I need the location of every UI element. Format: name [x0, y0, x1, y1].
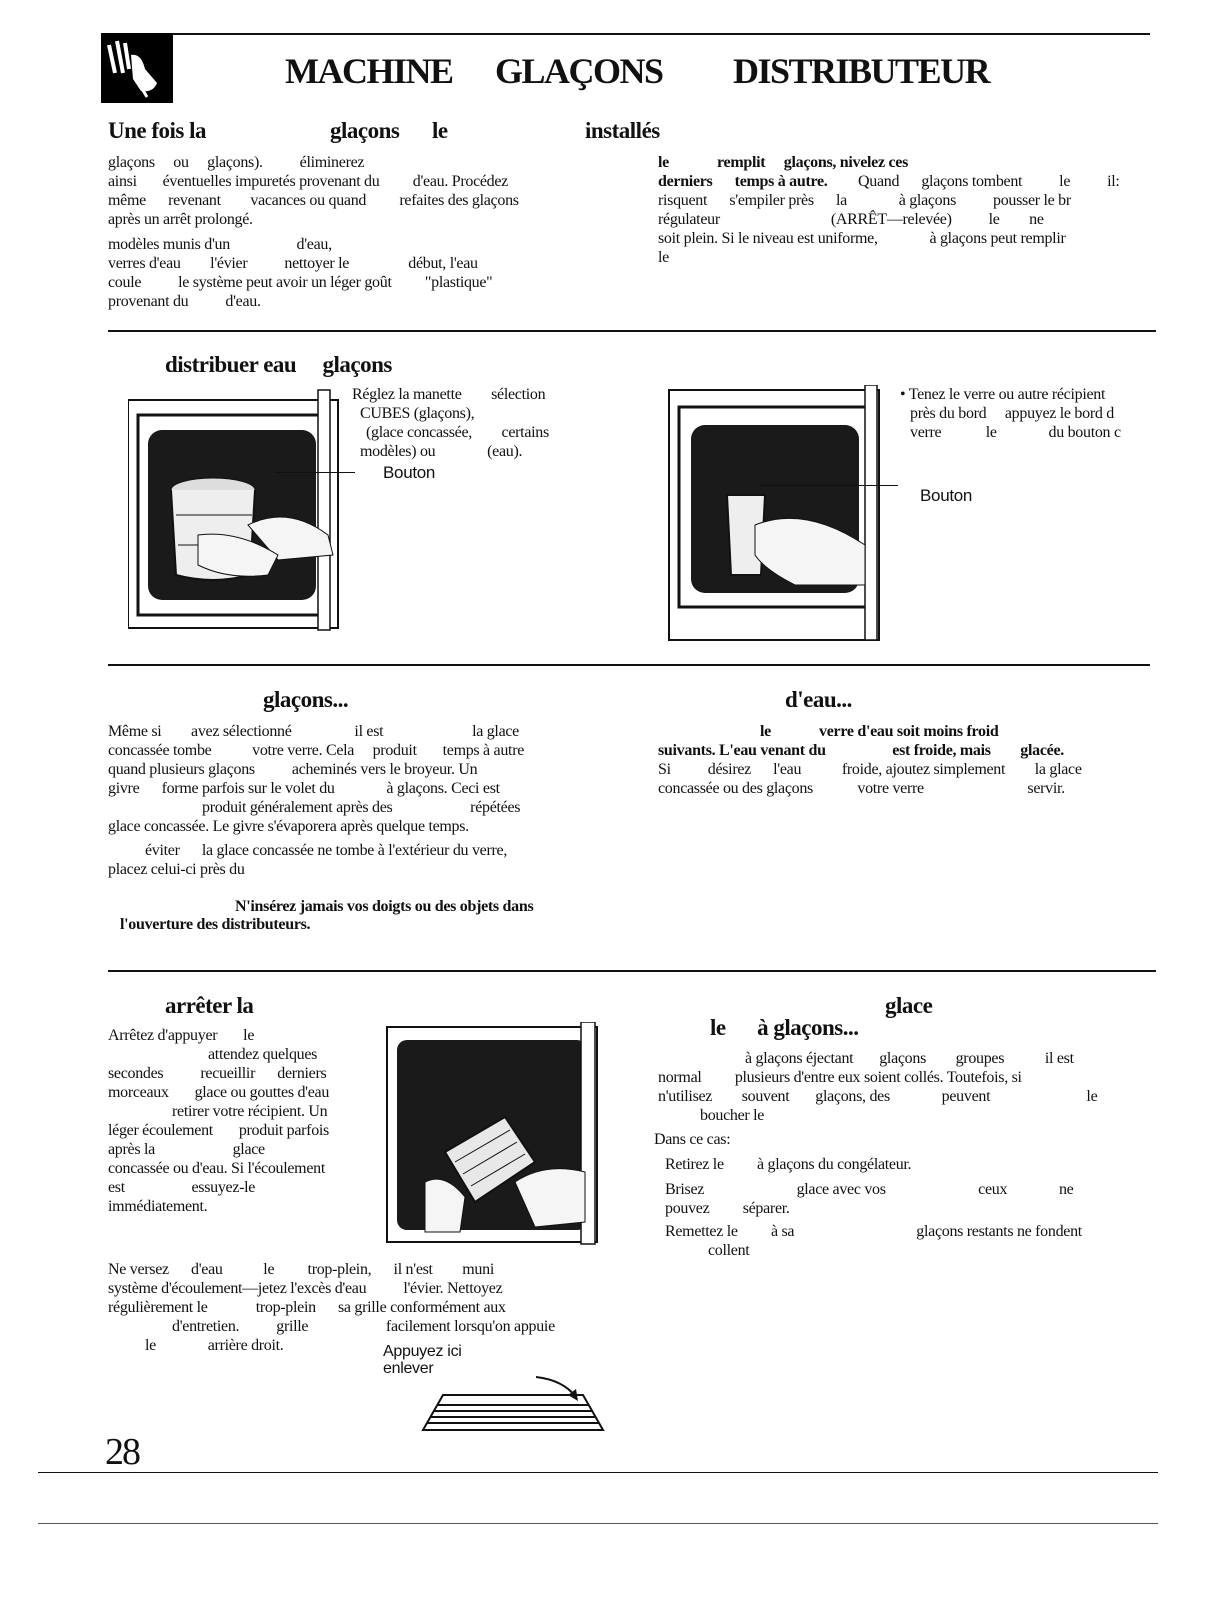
intro-left-line: ainsi éventuelles impuretés provenant du d'eau. Procédez	[108, 173, 508, 190]
stuck-heading-2: le à glaçons...	[710, 1015, 859, 1040]
ice-line: quand plusieurs glaçons acheminés vers le broyeur. Un	[108, 761, 478, 778]
stuck-line: normal plusieurs d'entre eux soient collés. Toutefois, si	[658, 1069, 1022, 1086]
stop-heading: arrêter la	[165, 993, 254, 1018]
intro-left-line: glaçons ou glaçons). éliminerez	[108, 154, 365, 171]
ice-line: placez celui-ci près du	[108, 861, 245, 878]
intro-left-line: modèles munis d'un d'eau,	[108, 236, 332, 253]
page-number: 28	[105, 1431, 139, 1473]
right-callout-line	[760, 485, 898, 486]
intro-left-line: coule le système peut avoir un léger goût "plastique"	[108, 274, 493, 291]
ice-line: glace concassée. Le givre s'évaporera après quelque temps.	[108, 818, 469, 835]
water-line: Si désirez l'eau froide, ajoutez simplement la glace	[658, 761, 1082, 778]
dispense-right-line: • Tenez le verre ou autre récipient	[900, 386, 1106, 403]
stop-bottom-line: le arrière droit.	[145, 1337, 284, 1354]
dispense-right-line: près du bord appuyez le bord d	[910, 405, 1114, 422]
stop-line: est essuyez-le	[108, 1179, 256, 1196]
dispense-left-line: CUBES (glaçons),	[360, 405, 475, 422]
ice-line: éviter la glace concassée ne tombe à l'extérieur du verre,	[145, 842, 508, 859]
intro-right-line: le	[658, 249, 669, 266]
stop-bottom-line: régulièrement le trop-plein sa grille conformément aux	[108, 1299, 506, 1316]
dispense-heading: distribuer eau glaçons	[165, 352, 392, 377]
water-line: le verre d'eau soit moins froid	[760, 723, 999, 740]
dispense-left-line: (glace concassée, certains	[366, 424, 549, 441]
water-line: suivants. L'eau venant du est froide, mais glacée.	[658, 742, 1064, 759]
stop-line: morceaux glace ou gouttes d'eau	[108, 1084, 330, 1101]
intro-right-line: Quand glaçons tombent le il:	[858, 173, 1120, 190]
water-line: concassée ou des glaçons votre verre servir.	[658, 780, 1065, 797]
page-title-1: MACHINE	[285, 51, 453, 91]
drip-tray-illustration	[385, 1022, 605, 1247]
intro-right-line: derniers temps à autre.	[658, 173, 828, 190]
hand-pouring-icon	[101, 33, 173, 103]
bottom-rule	[38, 1523, 1158, 1524]
stop-line: Arrêtez d'appuyer le	[108, 1027, 255, 1044]
stuck-step: Remettez le à sa glaçons restants ne fondent	[665, 1223, 1082, 1240]
stop-bottom-line: système d'écoulement—jetez l'excès d'eau l'évier. Nettoyez	[108, 1280, 503, 1297]
footer-rule	[38, 1472, 1158, 1473]
stuck-step: Retirez le à glaçons du congélateur.	[665, 1156, 912, 1173]
stuck-line: boucher le	[700, 1107, 765, 1124]
stuck-step: Brisez glace avec vos ceux ne	[665, 1181, 1074, 1198]
intro-right-line: risquent s'empiler près la à glaçons pousser le br	[658, 192, 1071, 209]
section-divider	[108, 970, 1156, 972]
intro-heading-4: installés	[585, 118, 660, 143]
drip-grille-illustration	[418, 1375, 608, 1435]
stop-line: attendez quelques	[208, 1046, 318, 1063]
dispenser-ice-bucket-illustration	[128, 385, 348, 635]
stuck-line: n'utilisez souvent glaçons, des peuvent le	[658, 1088, 1098, 1105]
dans-ce-cas: Dans ce cas:	[654, 1131, 731, 1148]
grille-callout-label: Appuyez ici enlever	[383, 1343, 462, 1377]
dispenser-glass-illustration	[665, 385, 890, 645]
stuck-heading-1: glace	[885, 993, 933, 1018]
intro-heading-3: le	[432, 118, 448, 143]
water-heading: d'eau...	[785, 687, 852, 712]
left-callout-label: Bouton	[383, 463, 436, 482]
stuck-step: pouvez séparer.	[665, 1200, 790, 1217]
stop-line: léger écoulement produit parfois	[108, 1122, 329, 1139]
intro-right-line: soit plein. Si le niveau est uniforme, à glaçons peut remplir	[658, 230, 1066, 247]
ice-line: produit généralement après des répétées	[202, 799, 521, 816]
stop-line: immédiatement.	[108, 1198, 208, 1215]
stuck-line: à glaçons éjectant glaçons groupes il est	[745, 1050, 1074, 1067]
ice-line: Même si avez sélectionné il est la glace	[108, 723, 519, 740]
stop-line: retirer votre récipient. Un	[172, 1103, 328, 1120]
intro-right-line: le remplit glaçons, nivelez ces	[658, 154, 909, 171]
stop-line: après la glace	[108, 1141, 265, 1158]
page-title-3: DISTRIBUTEUR	[733, 51, 990, 91]
left-callout-line	[275, 472, 355, 473]
warning-line: N'insérez jamais vos doigts ou des objets dans	[235, 898, 534, 915]
section-divider	[108, 664, 1150, 666]
intro-left-line: même revenant vacances ou quand refaites des glaçons	[108, 192, 519, 209]
warning-line: l'ouverture des distributeurs.	[120, 916, 311, 933]
dispense-right-line: verre le du bouton c	[910, 424, 1121, 441]
stop-bottom-line: d'entretien. grille facilement lorsqu'on appuie	[172, 1318, 555, 1335]
intro-right-line: régulateur (ARRÊT—relevée) le ne	[658, 211, 1044, 228]
right-callout-label: Bouton	[920, 486, 973, 505]
ice-line: concassée tombe votre verre. Cela produit temps à autre	[108, 742, 525, 759]
intro-heading-1: Une fois la	[108, 118, 206, 143]
dispense-left-line: modèles) ou (eau).	[360, 443, 523, 460]
intro-heading-2: glaçons	[330, 118, 400, 143]
stop-bottom-line: Ne versez d'eau le trop-plein, il n'est muni	[108, 1261, 494, 1278]
intro-left-line: provenant du d'eau.	[108, 293, 261, 310]
ice-heading: glaçons...	[263, 687, 349, 712]
section-divider	[108, 330, 1156, 332]
top-rule	[108, 33, 1150, 35]
stop-line: secondes recueillir derniers	[108, 1065, 327, 1082]
intro-left-line: après un arrêt prolongé.	[108, 211, 253, 228]
dispense-left-line: Réglez la manette sélection	[352, 386, 546, 403]
ice-line: givre forme parfois sur le volet du à glaçons. Ceci est	[108, 780, 500, 797]
intro-left-line: verres d'eau l'évier nettoyer le début, l'eau	[108, 255, 478, 272]
page-title-2: GLAÇONS	[495, 51, 663, 91]
stop-line: concassée ou d'eau. Si l'écoulement	[108, 1160, 325, 1177]
stuck-step: collent	[708, 1242, 750, 1259]
